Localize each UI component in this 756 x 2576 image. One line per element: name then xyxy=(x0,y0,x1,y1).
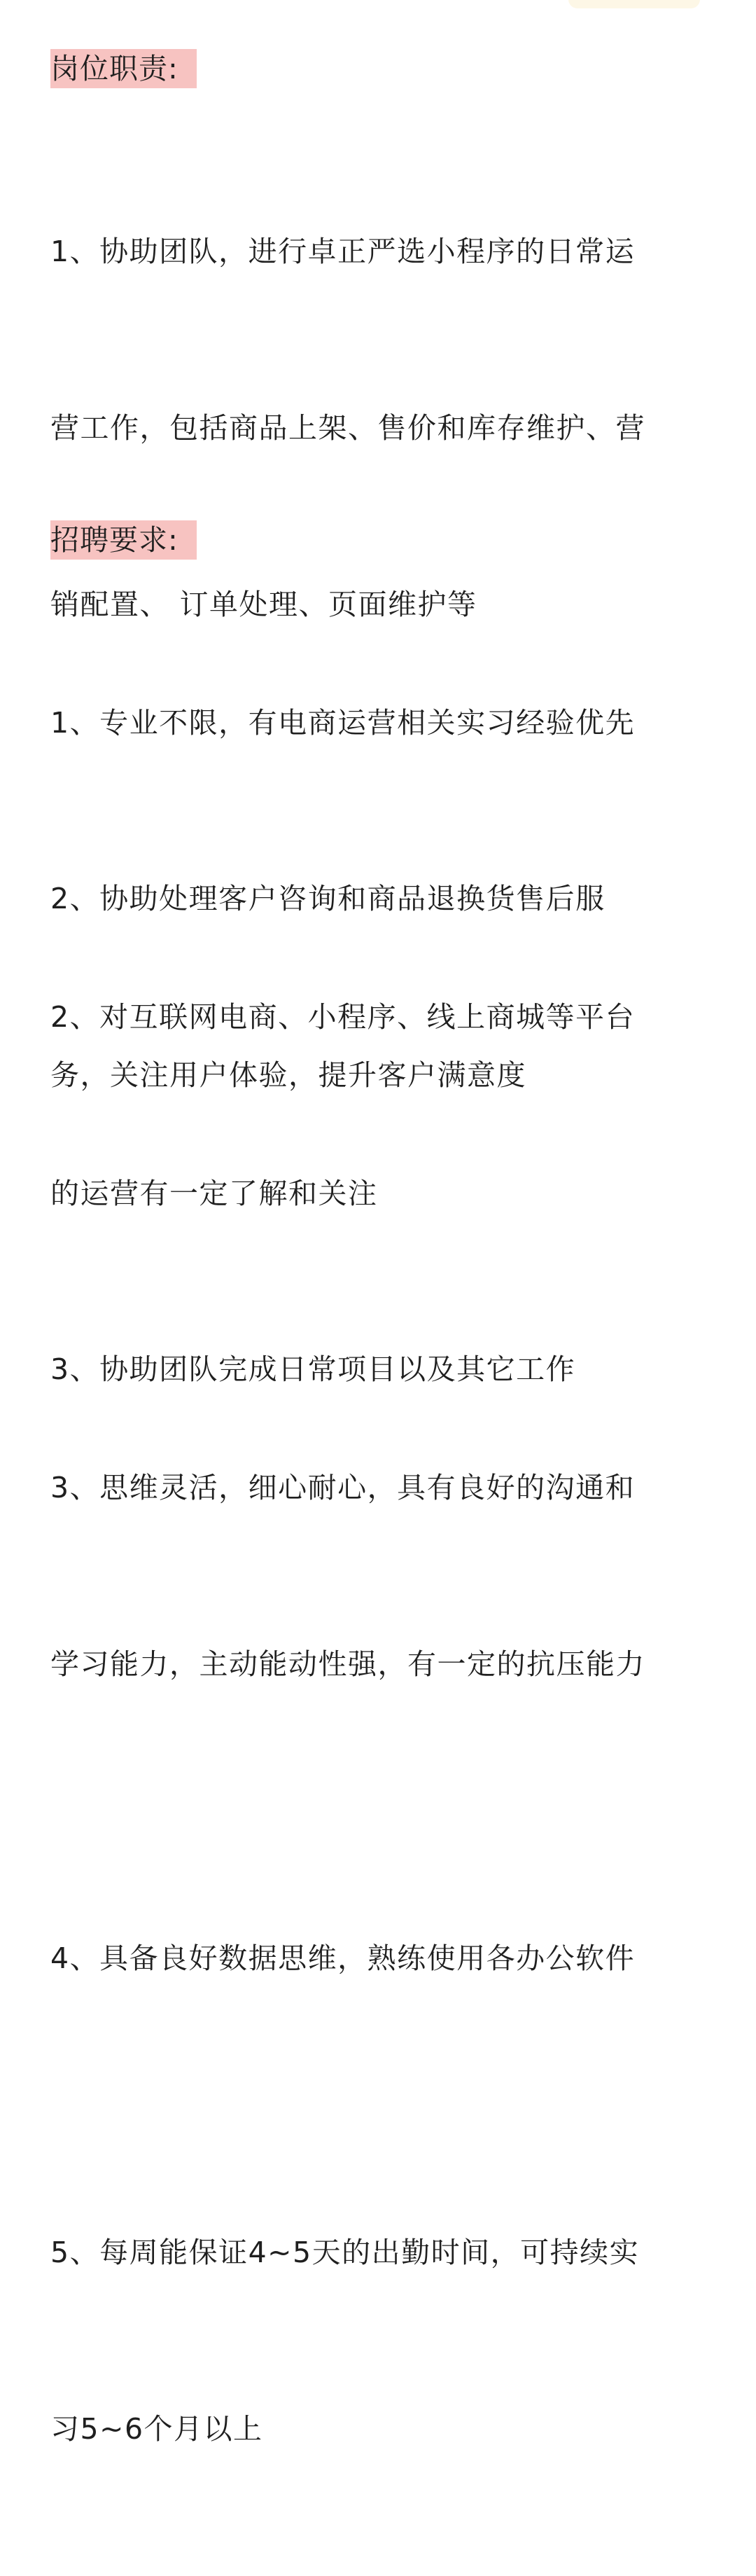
text-line: 1、专业不限，有电商运营相关实习经验优先 xyxy=(50,706,636,740)
list-item xyxy=(50,1811,708,2105)
list-item xyxy=(50,576,708,870)
text-line: 1、协助团队，进行卓正严选小程序的日常运 xyxy=(50,235,636,268)
text-line: 5、每周能保证4~5天的出勤时间，可持续实 xyxy=(50,2236,640,2269)
text-line: 的运营有一定了解和关注 xyxy=(50,1177,378,1210)
text-line: 2、协助处理客户咨询和商品退换货售后服 xyxy=(50,882,606,915)
requirements-heading: 招聘要求: xyxy=(50,520,197,560)
text-line: 销配置、 订单处理、页面维护等 xyxy=(50,588,477,621)
text-line: 学习能力，主动能动性强，有一定的抗压能力 xyxy=(50,1647,645,1681)
requirements-list xyxy=(50,576,708,2576)
top-decoration xyxy=(568,0,700,8)
text-line: 2、对互联网电商、小程序、线上商城等平台 xyxy=(50,1000,636,1034)
text-line: 3、思维灵活，细心耐心，具有良好的沟通和 xyxy=(50,1471,636,1504)
list-item xyxy=(50,2105,708,2576)
text-line: 4、具备良好数据思维，熟练使用各办公软件 xyxy=(50,1941,636,1975)
list-item xyxy=(50,870,708,1341)
text-line: 营工作，包括商品上架、售价和库存维护、营 xyxy=(50,411,645,445)
text-line: 3、协助团队完成日常项目以及其它工作 xyxy=(50,1352,576,1386)
requirements-section xyxy=(50,520,708,2576)
text-line: 习5~6个月以上 xyxy=(50,2412,263,2446)
duties-heading: 岗位职责: xyxy=(50,49,197,88)
text-line: 务，关注用户体验，提升客户满意度 xyxy=(50,1058,526,1092)
list-item xyxy=(50,1341,708,1811)
